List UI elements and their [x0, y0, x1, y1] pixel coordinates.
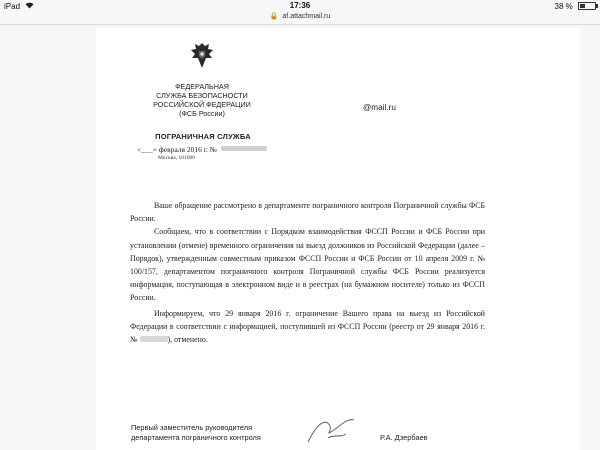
battery-icon [578, 2, 596, 10]
service-name: ПОГРАНИЧНАЯ СЛУЖБА [155, 132, 251, 141]
redacted-number [221, 146, 267, 151]
agency-header [140, 82, 264, 118]
date-day: «___» [137, 145, 157, 154]
url-text[interactable]: af.attachmail.ru [282, 13, 331, 20]
battery-percent: 38 % [554, 2, 573, 11]
header-line: ФЕДЕРАЛЬНАЯ [175, 82, 229, 91]
letter-body [130, 199, 485, 346]
city-line: Москва, 101000 [158, 155, 195, 161]
document-page [96, 28, 580, 450]
signature-title: Первый заместитель руководителя департамента пограничного контроля [131, 423, 261, 442]
redacted-registry-number [140, 336, 168, 342]
status-right [555, 2, 596, 11]
header-line: РОССИЙСКОЙ ФЕДЕРАЦИИ [153, 100, 251, 109]
paragraph: Сообщаем, что в соответствии с Порядком взаимодействия ФССП России и ФСБ России при установлении (отмене) временного ограничения на выезд должников из Российской Федерации (далее – Порядок), утвержденным совместным приказом ФССП России и ФСБ России от 10 апреля 2009 г. № 100/157, департаментом пограничного контроля Пограничной службы ФСБ России реализуется информация, поступающая в электронном виде и в реестрах (на бумажном носителе) только из ФССП России. [130, 227, 485, 303]
date-line [137, 145, 267, 154]
toolbar-divider [0, 24, 600, 25]
paragraph-start: Информируем, что 29 января 2016 г. ограничение Вашего права на выезд из Российской Федерации в соответствии с информацией, поступившей из ФССП России (реестр от 29 января 2016 г. № [130, 308, 485, 345]
lock-icon: 🔒 [269, 13, 279, 20]
date-text: февраля 2016 г. № [158, 145, 217, 154]
recipient-email: @mail.ru [363, 103, 396, 112]
signature-mark [304, 412, 360, 448]
signer-name: Р.А. Дзербаев [380, 433, 428, 442]
fsb-emblem-icon [189, 42, 215, 70]
paragraph-end: ), отменено. [167, 335, 208, 345]
header-line: (ФСБ России) [179, 109, 225, 118]
paragraph [130, 307, 485, 347]
paragraph: Ваше обращение рассмотрено в департаменте пограничного контроля Пограничной службы ФСБ России. [130, 201, 485, 224]
status-time: 17:36 [289, 1, 311, 10]
url-bar[interactable] [0, 12, 600, 24]
device-name: iPad [4, 2, 21, 11]
header-line: СЛУЖБА БЕЗОПАСНОСТИ [156, 91, 248, 100]
